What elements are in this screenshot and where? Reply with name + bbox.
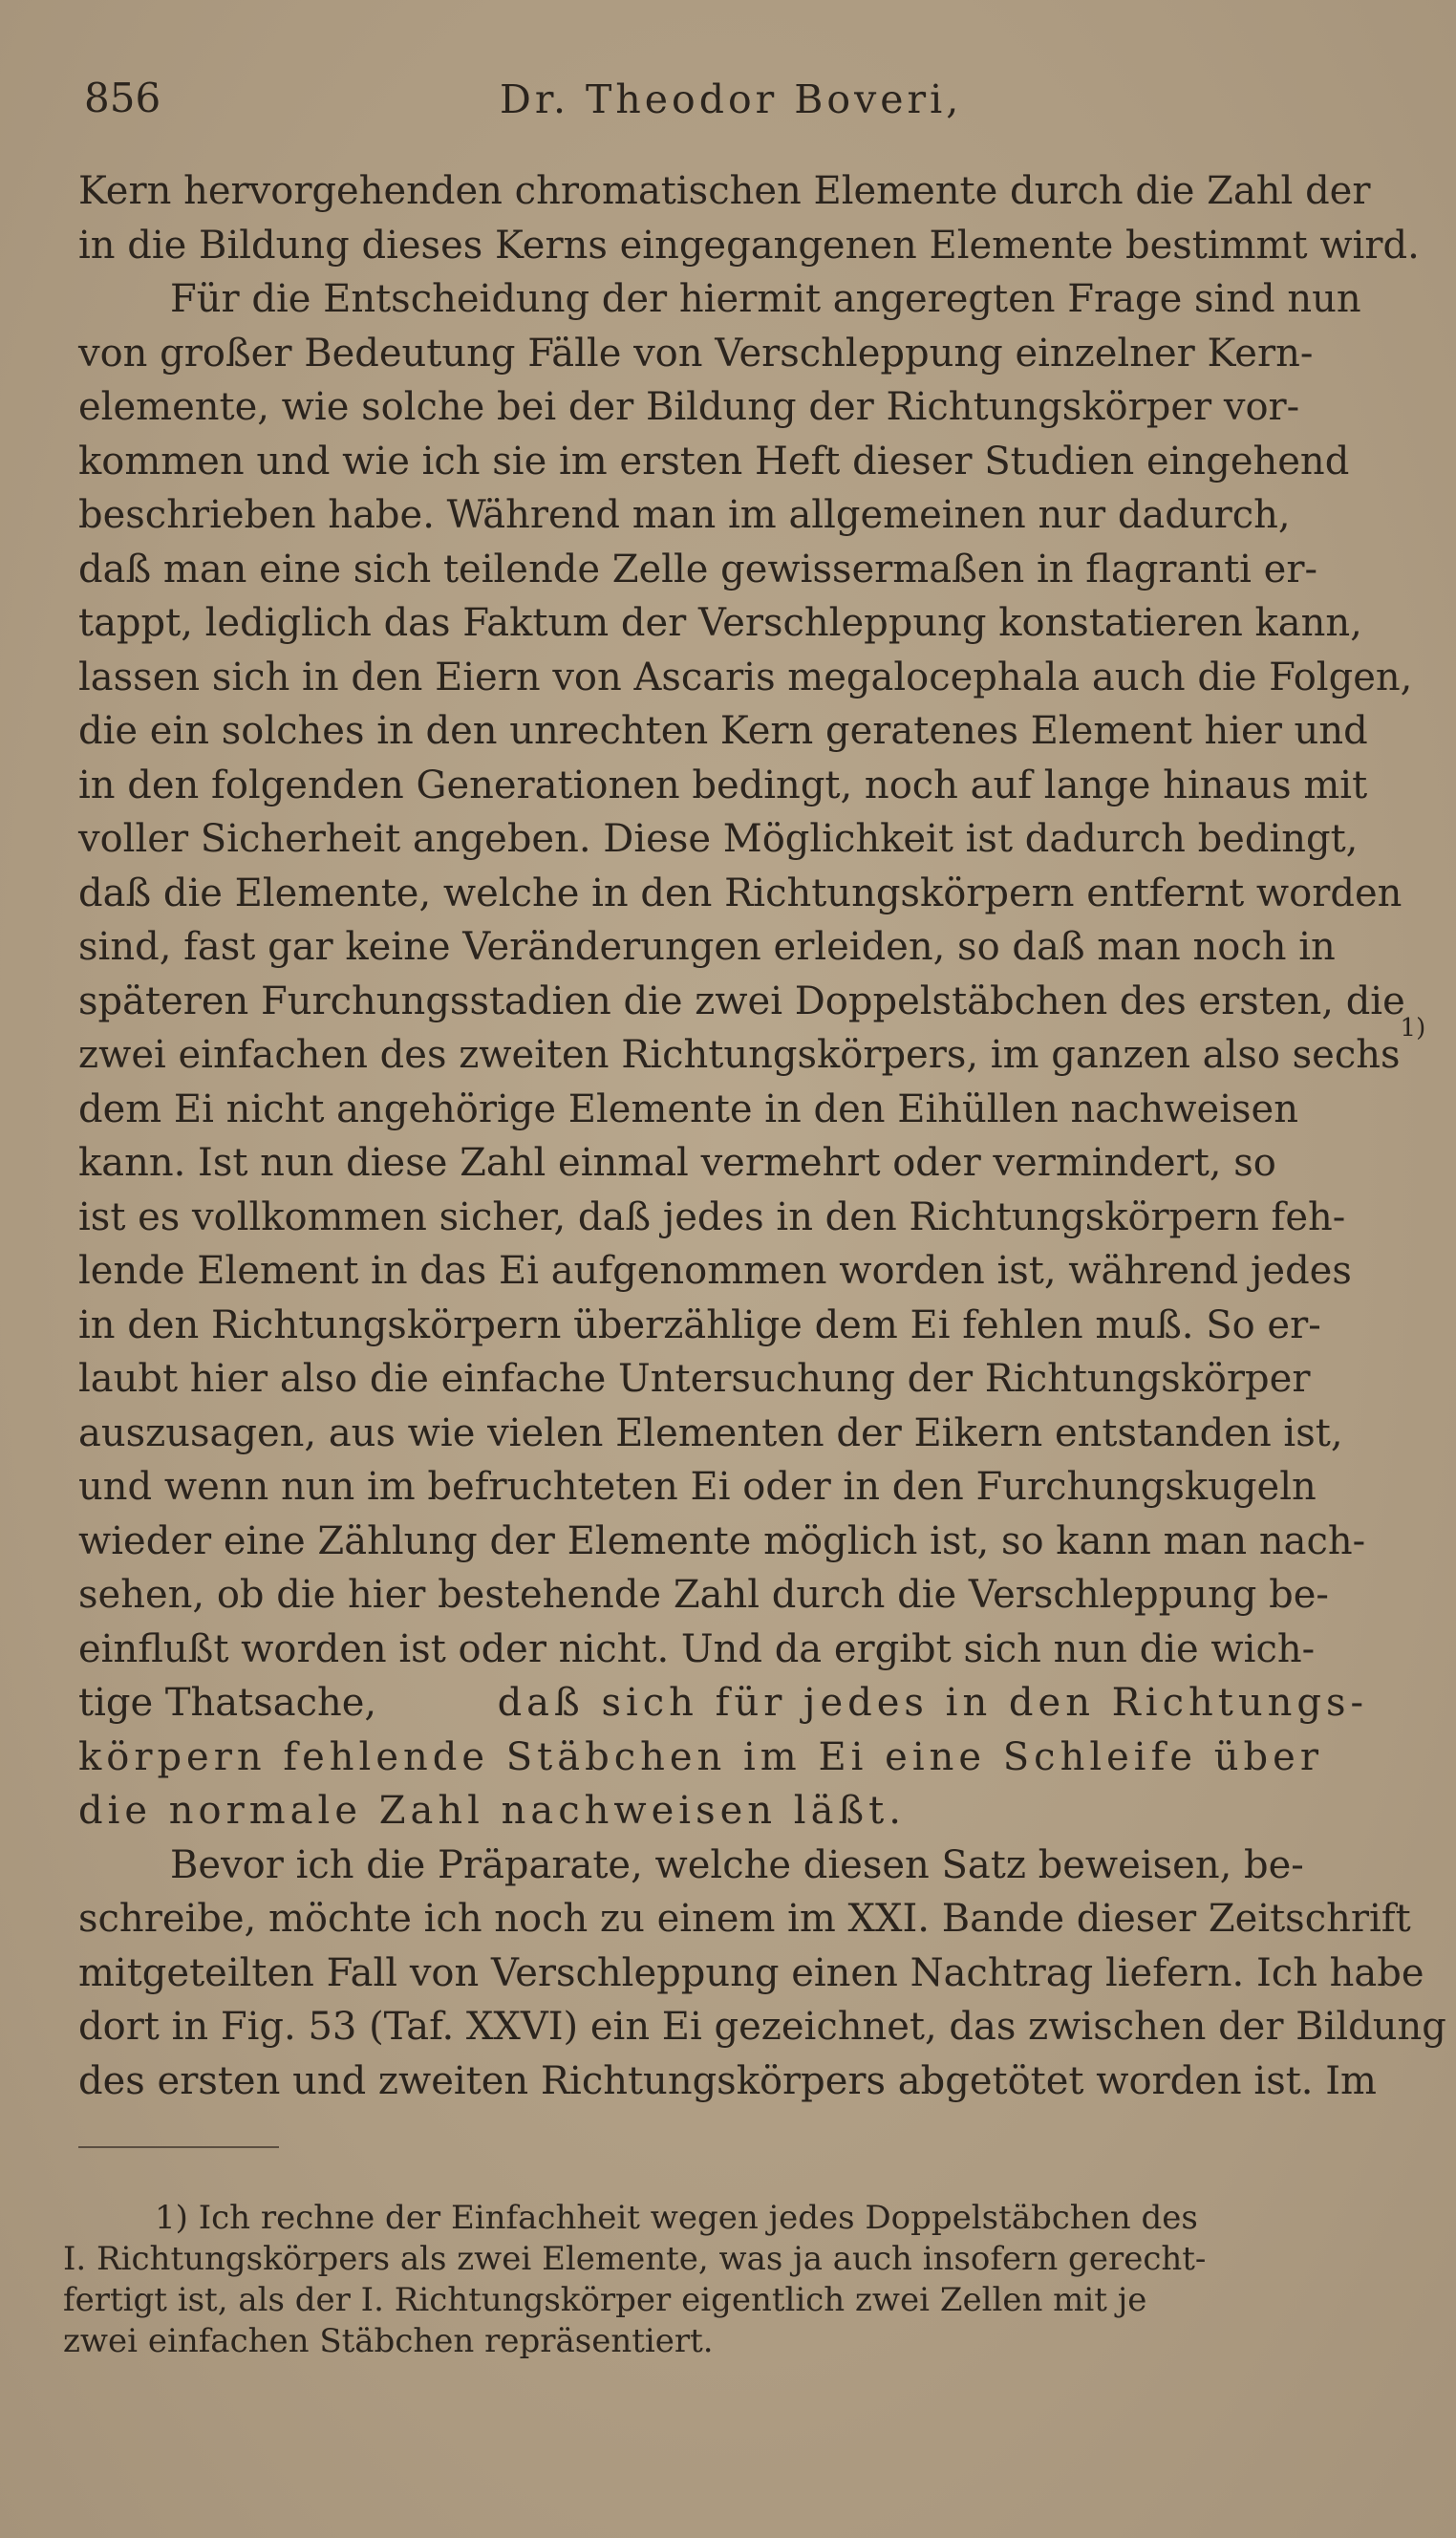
text-line: in den folgenden Generationen bedingt, noch auf lange hinaus mit (78, 763, 1368, 807)
footnote (63, 2198, 1343, 2362)
text-line: in die Bildung dieses Kerns eingegangenen Elemente bestimmt wird. (78, 223, 1420, 268)
text-line: daß man eine sich teilende Zelle gewissermaßen in flagranti er- (78, 547, 1317, 591)
text-line: voller Sicherheit angeben. Diese Möglichkeit ist dadurch bedingt, (78, 817, 1359, 861)
text-line: sehen, ob die hier bestehende Zahl durch die Verschleppung be- (78, 1573, 1329, 1617)
footnote-line: fertigt ist, als der I. Richtungskörper eigentlich zwei Zellen mit je (63, 2281, 1147, 2319)
text-line: auszusagen, aus wie vielen Elementen der Eikern entstanden ist, (78, 1410, 1343, 1455)
text-line: des ersten und zweiten Richtungskörpers abgetötet worden ist. Im (78, 2058, 1377, 2103)
text-line: tappt, lediglich das Faktum der Verschleppung konstatieren kann, (78, 601, 1362, 645)
text-line: laubt hier also die einfache Untersuchung der Richtungskörper (78, 1357, 1311, 1401)
text-line: späteren Furchungsstadien die zwei Doppelstäbchen des ersten, die (78, 979, 1405, 1023)
emphasized-line: die normale Zahl nachweisen läßt. (78, 1789, 906, 1833)
text-line: ist es vollkommen sicher, daß jedes in den Richtungskörpern feh- (78, 1194, 1346, 1239)
text-line: Kern hervorgehenden chromatischen Elemente durch die Zahl der (78, 169, 1371, 213)
text-line: einflußt worden ist oder nicht. Und da ergibt sich nun die wich- (78, 1626, 1316, 1671)
text-line: in den Richtungskörpern überzählige dem Ei fehlen muß. So er- (78, 1302, 1321, 1347)
text-line: dort in Fig. 53 (Taf. XXVI) ein Ei gezeichnet, das zwischen der Bildung (78, 2005, 1446, 2049)
page-number: 856 (84, 75, 161, 121)
text-line: die ein solches in den unrechten Kern geratenes Element hier und (78, 709, 1368, 753)
paragraph-start-line: Bevor ich die Präparate, welche diesen Satz beweisen, be- (170, 1842, 1304, 1887)
text-line: sind, fast gar keine Veränderungen erleiden, so daß man noch in (78, 925, 1336, 969)
text-line: tige Thatsache, daß sich für jedes in den Richtungs- (78, 1676, 1368, 1731)
footnote-line: 1) Ich rechne der Einfachheit wegen jedes Doppelstäbchen des (155, 2199, 1198, 2237)
text-line: lassen sich in den Eiern von Ascaris megalocephala auch die Folgen, (78, 655, 1413, 699)
footnote-line: zwei einfachen Stäbchen repräsentiert. (63, 2322, 714, 2360)
paragraph-start-line: Für die Entscheidung der hiermit angeregten Frage sind nun (170, 277, 1361, 321)
text-line: daß die Elemente, welche in den Richtungskörpern entfernt worden (78, 871, 1402, 915)
emphasized-text: daß sich für jedes in den Richtungs- (497, 1681, 1368, 1725)
text-line: kommen und wie ich sie im ersten Heft dieser Studien eingehend (78, 439, 1350, 484)
text-line: wieder eine Zählung der Elemente möglich ist, so kann man nach- (78, 1518, 1366, 1563)
emphasized-line: körpern fehlende Stäbchen im Ei eine Schleife über (78, 1734, 1323, 1779)
text-line: und wenn nun im befruchteten Ei oder in den Furchungskugeln (78, 1465, 1317, 1509)
text-line: beschrieben habe. Während man im allgemeinen nur dadurch, (78, 493, 1291, 537)
text-line: kann. Ist nun diese Zahl einmal vermehrt oder vermindert, so (78, 1141, 1276, 1185)
footnote-line: I. Richtungskörpers als zwei Elemente, was ja auch insofern gerecht- (63, 2240, 1207, 2278)
body-text (78, 164, 1446, 2108)
text-line: elemente, wie solche bei der Bildung der Richtungskörper vor- (78, 385, 1300, 429)
text-line: lende Element in das Ei aufgenommen worden ist, während jedes (78, 1249, 1352, 1293)
text-line: von großer Bedeutung Fälle von Verschleppung einzelner Kern- (78, 331, 1314, 376)
page-header (84, 75, 1402, 132)
text-line: zwei einfachen des zweiten Richtungskörpers, im ganzen also sechs 1) (78, 1028, 1368, 1083)
text-line: schreibe, möchte ich noch zu einem im XXI. Bande dieser Zeitschrift (78, 1897, 1411, 1941)
footnote-marker: 1) (1400, 1014, 1426, 1043)
footnote-divider (78, 2146, 279, 2148)
running-head: Dr. Theodor Boveri, (500, 76, 963, 122)
text-line: mitgeteilten Fall von Verschleppung einen Nachtrag liefern. Ich habe (78, 1950, 1424, 1995)
text-line: dem Ei nicht angehörige Elemente in den Eihüllen nachweisen (78, 1086, 1298, 1131)
